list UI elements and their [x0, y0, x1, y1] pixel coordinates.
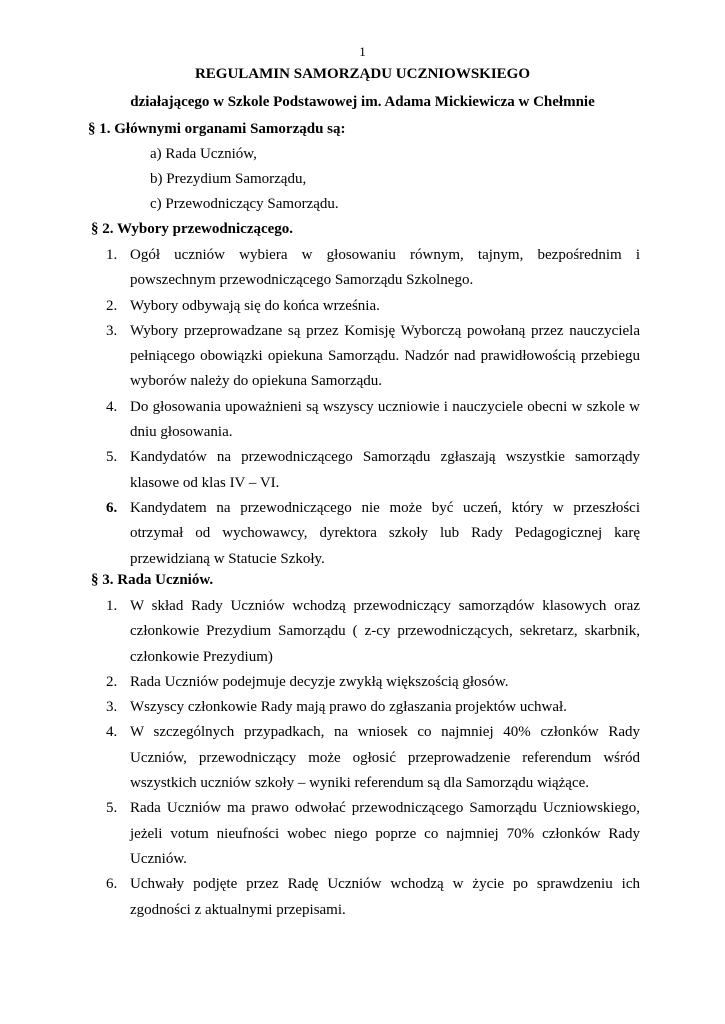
list-item: 4. W szczególnych przypadkach, na wniosek co najmniej 40% członków Rady Uczniów, przewodniczący może ogłosić przeprowadzenie referendum wśród wszystkich uczniów szkoły – wyniki referendum są dla Samorządu wiążące. — [106, 724, 640, 792]
page-number: 1 — [359, 44, 366, 59]
document-title: REGULAMIN SAMORZĄDU UCZNIOWSKIEGO — [194, 66, 531, 82]
list-item: 2. Wybory odbywają się do końca września. — [106, 297, 380, 314]
list-item: 5. Kandydatów na przewodniczącego Samorządu zgłaszają wszystkie samorządy klasowe od klas IV – VI. — [106, 449, 640, 491]
list-item: 5. Rada Uczniów ma prawo odwołać przewodniczącego Samorządu Uczniowskiego, jeżeli votum nieufności wobec niego poprze co najmniej 70% członków Rady Uczniów. — [106, 800, 640, 867]
section-3-list — [100, 594, 640, 923]
list-item: 6. Kandydatem na przewodniczącego nie może być uczeń, który w przeszłości otrzymał od wychowawcy, dyrektora szkoły lub Rady Pedagogicznej karę przewidzianą w Statucie Szkoły. — [106, 499, 640, 567]
section-1-subitem: b) Prezydium Samorządu, — [150, 171, 307, 187]
section-2-heading: § 2. Wybory przewodniczącego. — [91, 221, 294, 237]
list-item: 3. Wszyscy członkowie Rady mają prawo do zgłaszania projektów uchwał. — [106, 699, 567, 716]
section-1-heading: § 1. Głównymi organami Samorządu są: — [88, 121, 346, 137]
list-item: 4. Do głosowania upoważnieni są wszyscy uczniowie i nauczyciele obecni w szkole w dniu głosowania. — [106, 398, 640, 441]
section-3-heading: § 3. Rada Uczniów. — [91, 572, 214, 588]
section-1-subitem: a) Rada Uczniów, — [150, 146, 257, 162]
list-item: 2. Rada Uczniów podejmuje decyzje zwykłą większością głosów. — [106, 673, 509, 690]
list-item: 6. Uchwały podjęte przez Radę Uczniów wchodzą w życie po sprawdzeniu ich zgodności z aktualnymi przepisami. — [106, 876, 640, 918]
list-item: 1. Ogół uczniów wybiera w głosowaniu równym, tajnym, bezpośrednim i powszechnym przewodniczącego Samorządu Szkolnego. — [106, 247, 640, 289]
list-item: 3. Wybory przeprowadzane są przez Komisję Wyborczą powołaną przez nauczyciela pełniącego obowiązki opiekuna Samorządu. Nadzór nad prawidłowością przebiegu wyborów należy do opiekuna Samorządu. — [106, 322, 640, 390]
section-1-subitem: c) Przewodniczący Samorządu. — [150, 196, 339, 212]
section-2-list — [100, 243, 640, 572]
list-item: 1. W skład Rady Uczniów wchodzą przewodniczący samorządów klasowych oraz członkowie Prezydium Samorządu ( z-cy przewodniczących, sekretarz, skarbnik, członkowie Prezydium) — [106, 598, 640, 665]
document-subtitle: działającego w Szkole Podstawowej im. Adama Mickiewicza w Chełmnie — [130, 94, 595, 110]
